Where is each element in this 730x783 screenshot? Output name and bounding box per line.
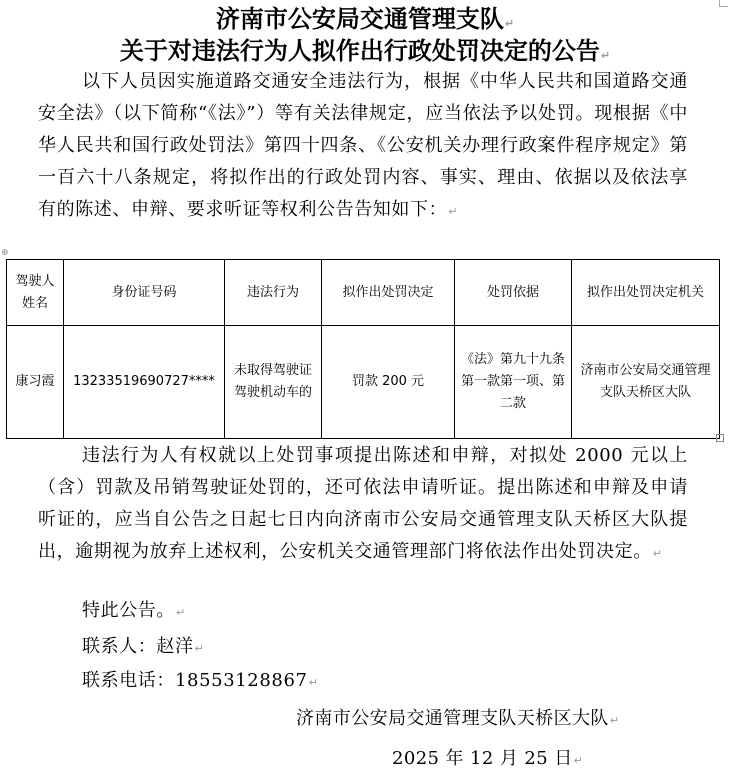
cell-authority: 济南市公安局交通管理支队天桥区大队: [572, 326, 720, 439]
rights-paragraph: 违法行为人有权就以上处罚事项提出陈述和申辩，对拟处 2000 元以上（含）罚款及吊销驾驶证处罚的，还可依法申请听证。提出陈述和申辩及申请听证的，应当自公告之日起七日内向济南市公安局交通管理支队天桥区大队提出，逾期视为放弃上述权利，公安机关交通管理部门将依法作出处罚决定。↵: [38, 445, 688, 562]
table-row: [7, 326, 720, 439]
closing-line: 特此公告。↵: [82, 600, 186, 621]
header-id-number: 身份证号码: [64, 260, 225, 326]
table-resize-handle-icon[interactable]: [716, 434, 724, 442]
header-authority: 拟作出处罚决定机关: [572, 260, 720, 326]
header-violation: 违法行为: [225, 260, 322, 326]
table-header-row: [7, 260, 720, 326]
paragraph-mark-icon: ↵: [448, 205, 459, 218]
paragraph-mark-icon: ↵: [504, 17, 515, 30]
cell-id-number: 13233519690727****: [64, 326, 225, 439]
cell-driver-name: 康习霞: [7, 326, 64, 439]
paragraph-mark-icon: ↵: [176, 606, 186, 619]
paragraph-mark-icon: ↵: [573, 754, 584, 767]
table-move-handle-icon[interactable]: ⊕: [1, 248, 9, 258]
penalty-table: [6, 259, 720, 439]
paragraph-mark-icon: ↵: [600, 49, 611, 62]
header-penalty: 拟作出处罚决定: [322, 260, 455, 326]
paragraph-mark-icon: ↵: [194, 642, 205, 655]
title-line-1: 济南市公安局交通管理支队↵: [215, 4, 515, 33]
title-line-2: 关于对违法行为人拟作出行政处罚决定的公告↵: [119, 36, 611, 65]
contact-person: 联系人：赵洋↵: [82, 636, 205, 657]
cell-penalty: 罚款 200 元: [322, 326, 455, 439]
header-basis: 处罚依据: [455, 260, 572, 326]
paragraph-mark-icon: ↵: [308, 676, 319, 689]
paragraph-mark-icon: ↵: [652, 547, 663, 560]
signature-date: 2025 年 12 月 25 日↵: [392, 748, 584, 769]
intro-paragraph: 以下人员因实施道路交通安全违法行为，根据《中华人民共和国道路交通安全法》（以下简称“《法》”）等有关法律规定，应当依法予以处罚。现根据《中华人民共和国行政处罚法》第四十四条、《公安机关办理行政案件程序规定》第一百六十八条规定，将拟作出的行政处罚内容、事实、理由、依据以及依法享有的陈述、申辩、要求听证等权利公告告知如下：↵: [38, 71, 688, 220]
cell-basis: 《法》第九十九条第一款第一项、第二款: [455, 326, 572, 439]
cell-violation: 未取得驾驶证驾驶机动车的: [225, 326, 322, 439]
signature-authority: 济南市公安局交通管理支队天桥区大队↵: [296, 708, 620, 729]
contact-phone: 联系电话：18553128867↵: [82, 670, 319, 691]
header-driver-name: 驾驶人姓名: [7, 260, 64, 326]
paragraph-mark-icon: ↵: [609, 714, 620, 727]
